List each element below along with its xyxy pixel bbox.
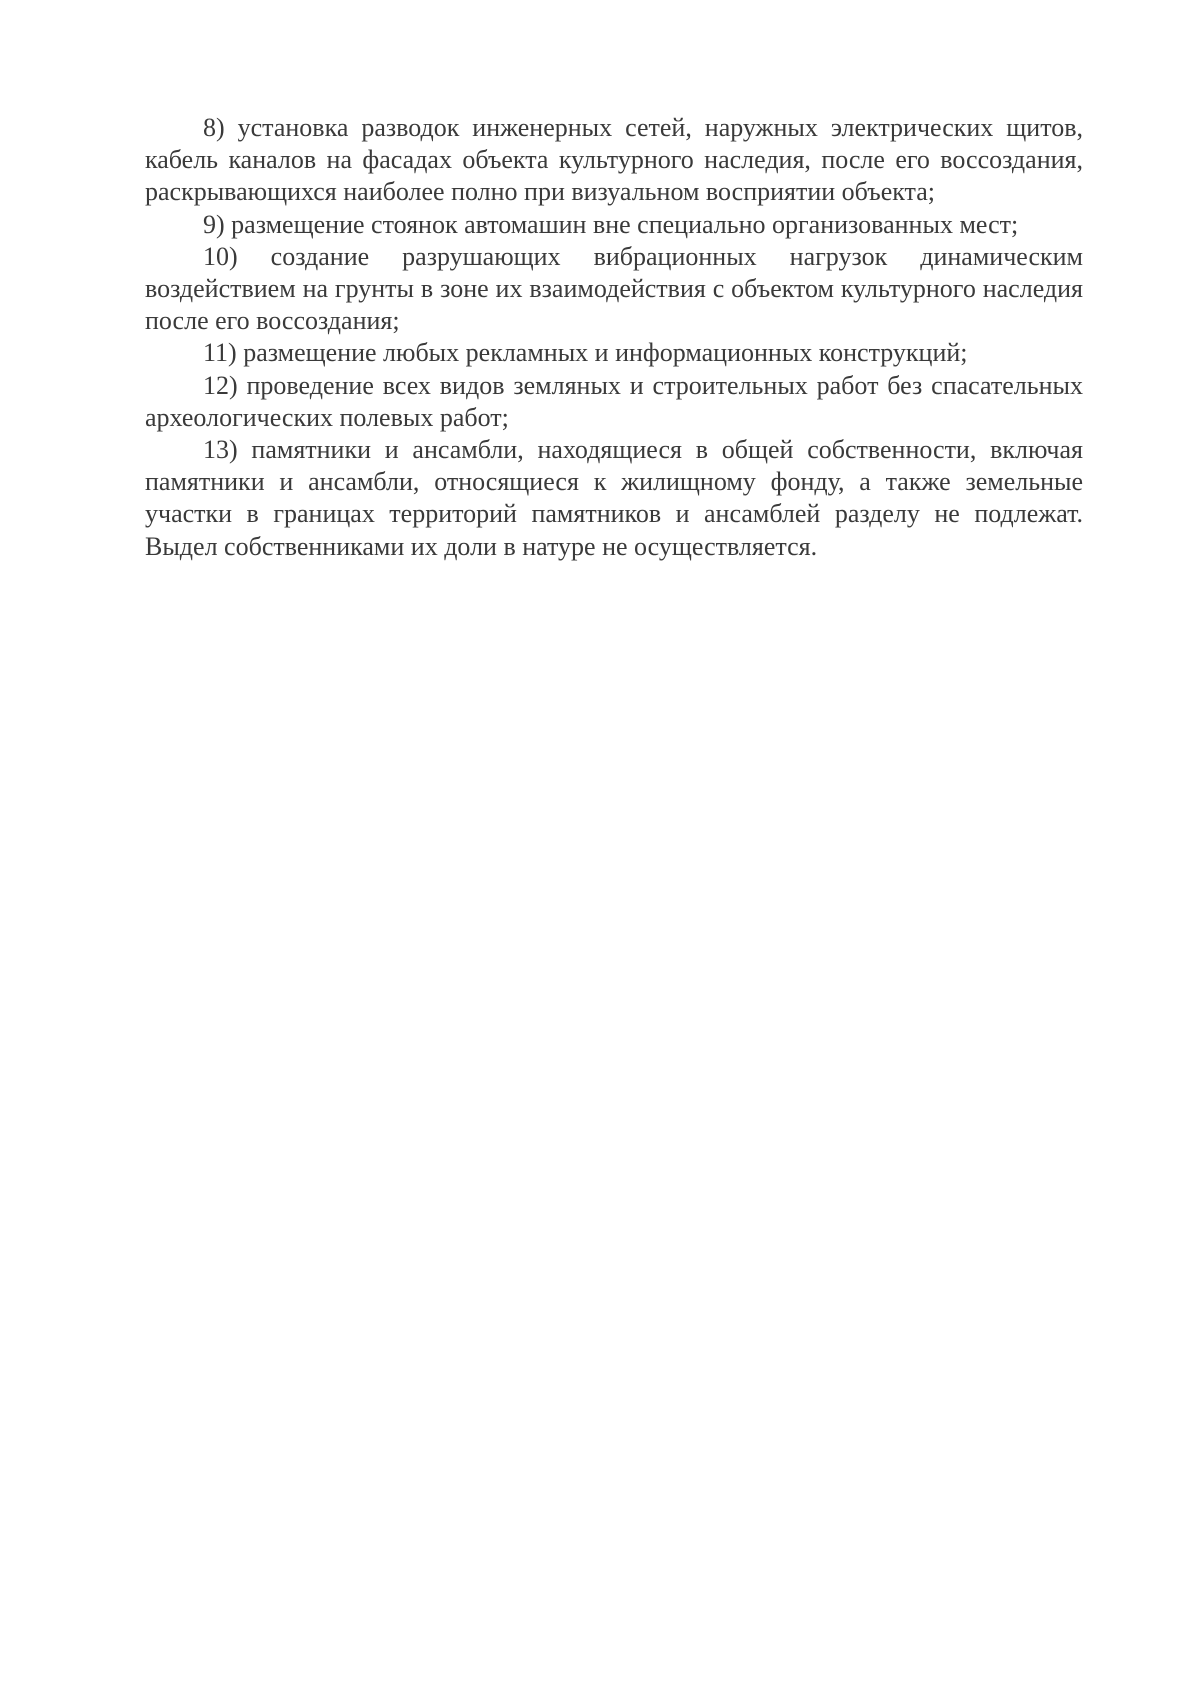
list-item-12: 12) проведение всех видов земляных и строительных работ без спасательных археологических полевых работ; (145, 370, 1083, 432)
list-item-11: 11) размещение любых рекламных и информационных конструкций; (203, 338, 968, 368)
list-item-10: 10) создание разрушающих вибрационных нагрузок динамическим воздействием на грунты в зоне их взаимодействия с объектом культурного наследия после его воссоздания; (145, 241, 1083, 336)
restrictions-list (145, 112, 1083, 563)
list-item-13: 13) памятники и ансамбли, находящиеся в общей собственности, включая памятники и ансамбли, относящиеся к жилищному фонду, а также земельные участки в границах территорий памятников и ансамблей разделу не подлежат. Выдел собственниками их доли в натуре не осуществляется. (145, 435, 1083, 561)
list-item-8: 8) установка разводок инженерных сетей, наружных электрических щитов, кабель каналов на фасадах объекта культурного наследия, после его воссоздания, раскрывающихся наиболее полно при визуальном восприятии объекта; (145, 113, 1083, 207)
list-item-9: 9) размещение стоянок автомашин вне специально организованных мест; (203, 209, 1019, 239)
